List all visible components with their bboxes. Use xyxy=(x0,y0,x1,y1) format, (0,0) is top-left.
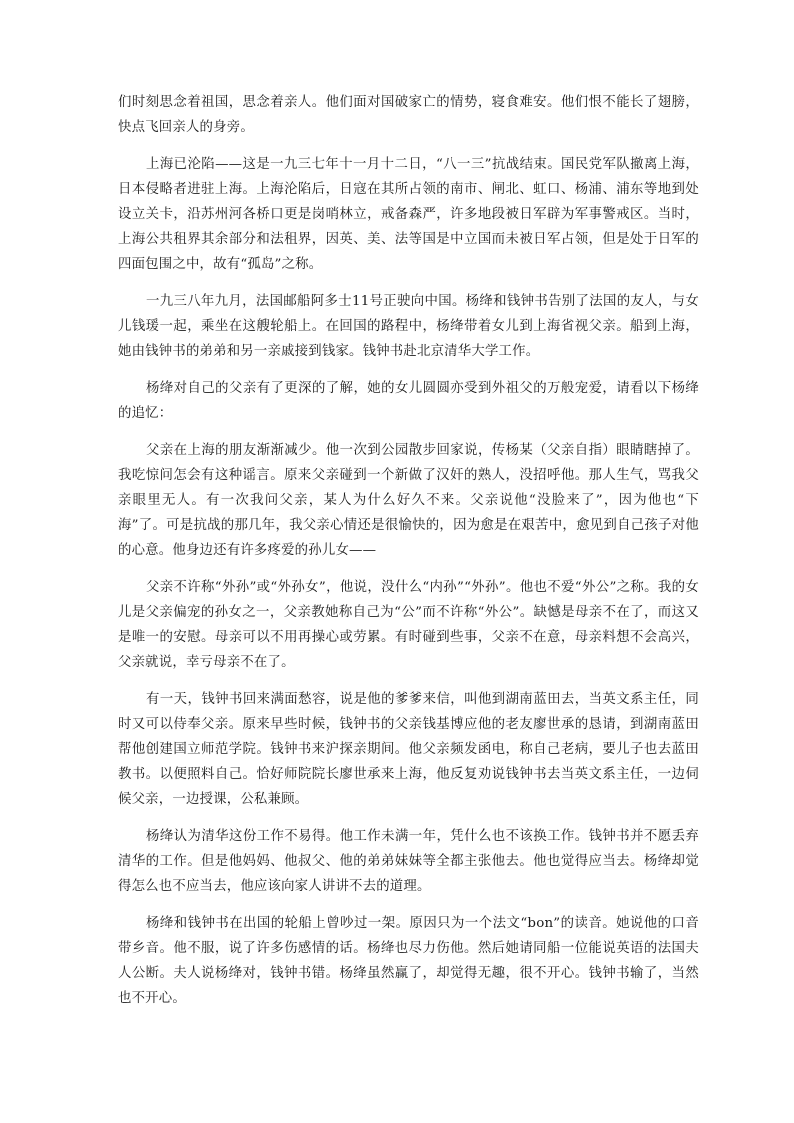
paragraph-6: 父亲不许称“外孙”或“外孙女”，他说，没什么“内孙”“外孙”。他也不爱“外公”之称。我的女儿是父亲偏宠的孙女之一，父亲教她称自己为“公”而不许称“外公”。缺憾是母亲不在了，而这又是唯一的安慰。母亲可以不用再操心或劳累。有时碰到些事，父亲不在意，母亲料想不会高兴，父亲就说，幸亏母亲不在了。 xyxy=(118,580,699,670)
paragraph-1: 们时刻思念着祖国，思念着亲人。他们面对国破家亡的情势，寝食难安。他们恨不能长了翅膀，快点飞回亲人的身旁。 xyxy=(118,95,699,135)
paragraph-8: 杨绛认为清华这份工作不易得。他工作未满一年，凭什么也不该换工作。钱钟书并不愿丢弃清华的工作。但是他妈妈、他叔父、他的弟弟妹妹等全都主张他去。他也觉得应当去。杨绛却觉得怎么也不应当去，他应该向家人讲讲不去的道理。 xyxy=(118,829,699,894)
paragraph-3: 一九三八年九月，法国邮船阿多士11号正驶向中国。杨绛和钱钟书告别了法国的友人，与女儿钱瑗一起，乘坐在这艘轮船上。在回国的路程中，杨绛带着女儿到上海省视父亲。船到上海，她由钱钟书的弟弟和另一亲戚接到钱家。钱钟书赴北京清华大学工作。 xyxy=(118,294,699,359)
paragraph-5: 父亲在上海的朋友渐渐减少。他一次到公园散步回家说，传杨某（父亲自指）眼睛瞎掉了。我吃惊问怎会有这种谣言。原来父亲碰到一个新做了汉奸的熟人，没招呼他。那人生气，骂我父亲眼里无人。有一次我问父亲，某人为什么好久不来。父亲说他“没脸来了”，因为他也“下海”了。可是抗战的那几年，我父亲心情还是很愉快的，因为愈是在艰苦中，愈见到自己孩子对他的心意。他身边还有许多疼爱的孙儿女—— xyxy=(118,443,699,558)
paragraph-4: 杨绛对自己的父亲有了更深的了解，她的女儿圆圆亦受到外祖父的万般宠爱，请看以下杨绛的追忆： xyxy=(118,381,699,421)
paragraph-7: 有一天，钱钟书回来满面愁容，说是他的爹爹来信，叫他到湖南蓝田去，当英文系主任，同时又可以侍奉父亲。原来早些时候，钱钟书的父亲钱基博应他的老友廖世承的恳请，到湖南蓝田帮他创建国立师范学院。钱钟书来沪探亲期间。他父亲频发函电，称自己老病，要儿子也去蓝田教书。以便照料自己。恰好师院院长廖世承来上海，他反复劝说钱钟书去当英文系主任，一边伺候父亲，一边授课，公私兼顾。 xyxy=(118,692,699,807)
paragraph-9: 杨绛和钱钟书在出国的轮船上曾吵过一架。原因只为一个法文“bon”的读音。她说他的口音带乡音。他不服，说了许多伤感情的话。杨绛也尽力伤他。然后她请同船一位能说英语的法国夫人公断。夫人说杨绛对，钱钟书错。杨绛虽然赢了，却觉得无趣，很不开心。钱钟书输了，当然也不开心。 xyxy=(118,916,699,1006)
paragraph-2: 上海已沦陷——这是一九三七年十一月十二日，“八一三”抗战结束。国民党军队撤离上海，日本侵略者进驻上海。上海沦陷后，日寇在其所占领的南市、闸北、虹口、杨浦、浦东等地到处设立关卡，沿苏州河各桥口更是岗哨林立，戒备森严，许多地段被日军辟为军事警戒区。当时，上海公共租界其余部分和法租界，因英、美、法等国是中立国而未被日军占领，但是处于日军的四面包围之中，故有“孤岛”之称。 xyxy=(118,157,699,272)
